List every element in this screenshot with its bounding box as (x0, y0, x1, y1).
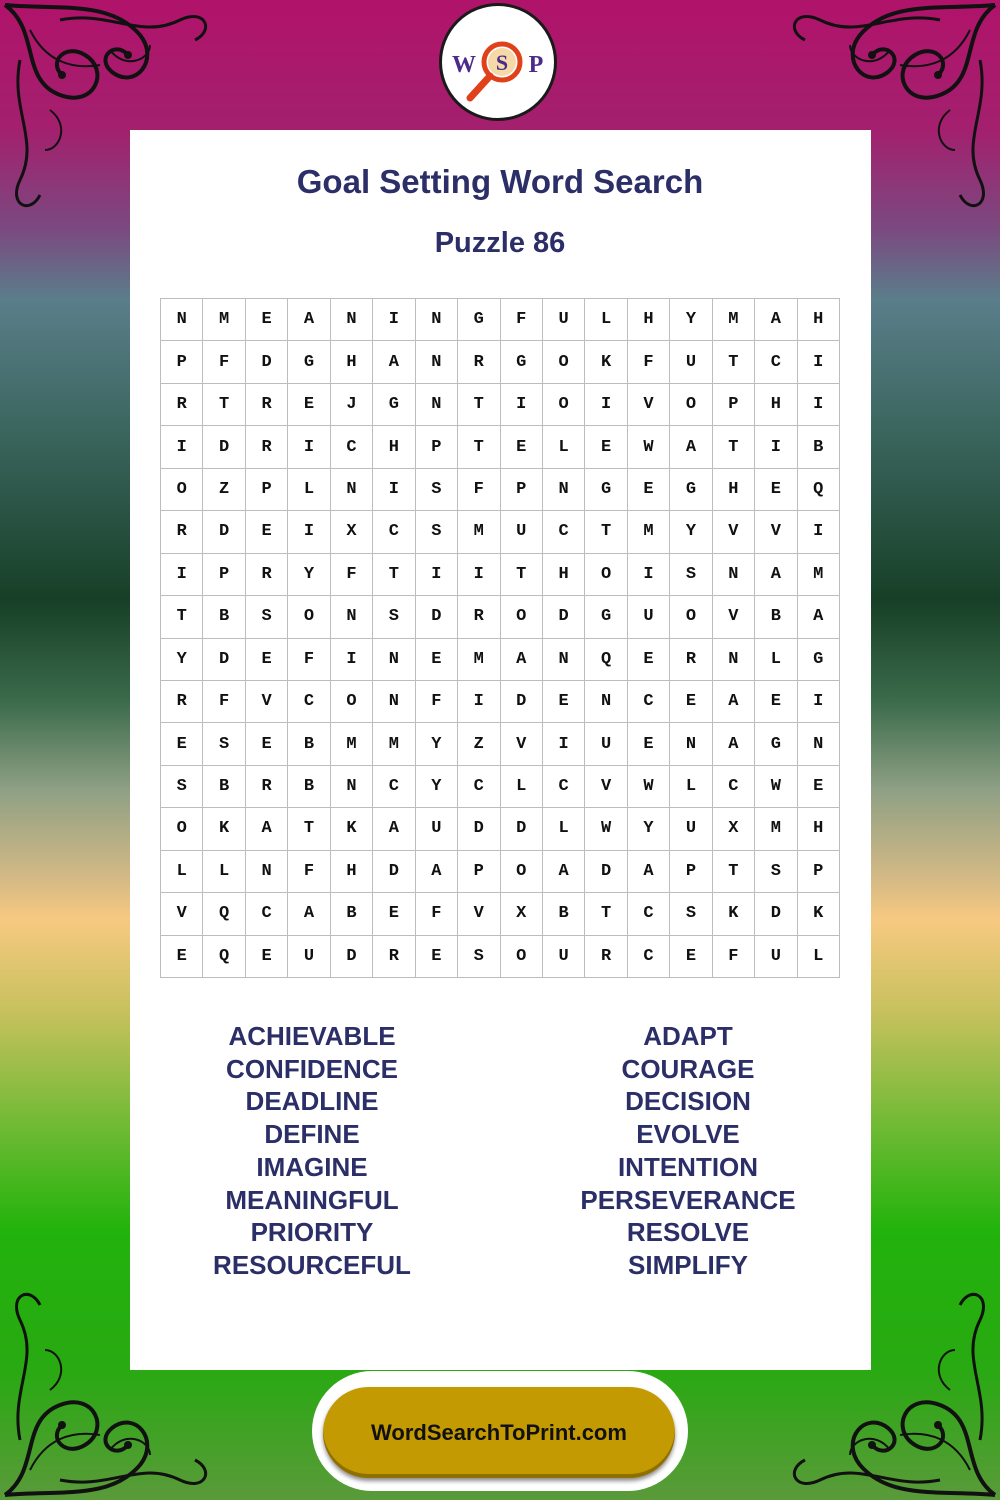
grid-cell: A (670, 426, 712, 468)
grid-cell: E (161, 936, 203, 978)
grid-cell: E (501, 426, 543, 468)
grid-cell: E (670, 681, 712, 723)
grid-cell: D (458, 808, 500, 850)
grid-cell: P (246, 469, 288, 511)
grid-cell: V (246, 681, 288, 723)
grid-cell: D (246, 341, 288, 383)
grid-cell: L (203, 851, 245, 893)
grid-cell: U (416, 808, 458, 850)
logo-letter-p: P (528, 52, 544, 78)
grid-cell: B (331, 893, 373, 935)
word-list-item: EVOLVE (636, 1119, 740, 1150)
grid-cell: U (501, 511, 543, 553)
grid-cell: H (755, 384, 797, 426)
grid-cell: E (755, 681, 797, 723)
grid-cell: N (713, 639, 755, 681)
page-title: Goal Setting Word Search (296, 163, 704, 200)
grid-cell: A (543, 851, 585, 893)
grid-cell: C (458, 766, 500, 808)
grid-cell: E (246, 511, 288, 553)
grid-cell: N (161, 299, 203, 341)
grid-cell: H (628, 299, 670, 341)
grid-cell: T (501, 554, 543, 596)
grid-cell: I (755, 426, 797, 468)
grid-cell: D (755, 893, 797, 935)
grid-cell: I (628, 554, 670, 596)
grid-cell: S (246, 596, 288, 638)
grid-cell: A (501, 639, 543, 681)
grid-cell: T (373, 554, 415, 596)
grid-cell: I (798, 511, 840, 553)
grid-cell: W (585, 808, 627, 850)
grid-cell: H (798, 808, 840, 850)
grid-cell: G (458, 299, 500, 341)
grid-cell: A (373, 341, 415, 383)
word-list-item: DEADLINE (245, 1086, 379, 1117)
word-list-item: PRIORITY (250, 1217, 374, 1248)
grid-cell: N (246, 851, 288, 893)
grid-cell: I (373, 299, 415, 341)
grid-cell: I (543, 723, 585, 765)
grid-cell: F (458, 469, 500, 511)
grid-cell: Y (670, 299, 712, 341)
grid-cell: L (798, 936, 840, 978)
grid-cell: D (331, 936, 373, 978)
grid-cell: A (798, 596, 840, 638)
grid-cell: P (416, 426, 458, 468)
grid-cell: M (798, 554, 840, 596)
grid-cell: T (288, 808, 330, 850)
grid-cell: V (501, 723, 543, 765)
grid-cell: H (331, 851, 373, 893)
word-list-item: COURAGE (621, 1053, 755, 1084)
grid-cell: E (416, 639, 458, 681)
grid-cell: E (246, 299, 288, 341)
puzzle-number: Puzzle 86 (434, 227, 566, 259)
grid-cell: H (798, 299, 840, 341)
word-list-item: RESOURCEFUL (213, 1249, 411, 1280)
grid-cell: V (458, 893, 500, 935)
word-list-right (528, 1020, 848, 1282)
grid-cell: S (458, 936, 500, 978)
grid-cell: D (416, 596, 458, 638)
grid-cell: F (416, 893, 458, 935)
grid-cell: N (543, 639, 585, 681)
grid-cell: R (246, 554, 288, 596)
grid-cell: I (373, 469, 415, 511)
grid-cell: I (416, 554, 458, 596)
grid-cell: V (713, 596, 755, 638)
grid-cell: W (628, 766, 670, 808)
grid-cell: U (670, 808, 712, 850)
grid-cell: Y (670, 511, 712, 553)
grid-cell: F (331, 554, 373, 596)
logo-letter-w: W (452, 52, 476, 78)
grid-cell: Q (798, 469, 840, 511)
grid-cell: Z (458, 723, 500, 765)
grid-cell: Y (161, 639, 203, 681)
grid-cell: A (288, 893, 330, 935)
word-list-left (152, 1020, 472, 1282)
grid-cell: K (585, 341, 627, 383)
grid-cell: O (670, 596, 712, 638)
grid-cell: H (373, 426, 415, 468)
grid-cell: Y (416, 766, 458, 808)
grid-cell: E (288, 384, 330, 426)
grid-cell: D (543, 596, 585, 638)
grid-cell: A (288, 299, 330, 341)
grid-cell: C (288, 681, 330, 723)
grid-cell: R (585, 936, 627, 978)
grid-cell: R (161, 384, 203, 426)
grid-cell: S (416, 511, 458, 553)
grid-cell: V (628, 384, 670, 426)
grid-cell: M (628, 511, 670, 553)
grid-cell: E (543, 681, 585, 723)
grid-cell: P (713, 384, 755, 426)
grid-cell: B (288, 766, 330, 808)
word-list-item: MEANINGFUL (225, 1184, 399, 1215)
grid-cell: G (670, 469, 712, 511)
grid-cell: L (585, 299, 627, 341)
grid-cell: T (585, 511, 627, 553)
logo-letter-s: S (495, 50, 509, 75)
grid-cell: P (501, 469, 543, 511)
grid-cell: C (543, 511, 585, 553)
grid-cell: K (798, 893, 840, 935)
grid-cell: C (628, 893, 670, 935)
grid-cell: L (543, 808, 585, 850)
grid-cell: B (203, 596, 245, 638)
grid-cell: G (755, 723, 797, 765)
grid-cell: P (203, 554, 245, 596)
grid-cell: E (246, 723, 288, 765)
grid-cell: D (203, 639, 245, 681)
grid-cell: E (373, 893, 415, 935)
grid-cell: O (501, 596, 543, 638)
grid-cell: U (585, 723, 627, 765)
grid-cell: C (331, 426, 373, 468)
grid-cell: A (755, 554, 797, 596)
grid-cell: I (288, 426, 330, 468)
grid-cell: M (331, 723, 373, 765)
grid-cell: I (161, 554, 203, 596)
grid-cell: N (585, 681, 627, 723)
grid-cell: D (501, 808, 543, 850)
grid-cell: B (288, 723, 330, 765)
grid-cell: N (331, 766, 373, 808)
grid-cell: M (755, 808, 797, 850)
word-list-item: PERSEVERANCE (580, 1184, 796, 1215)
grid-cell: N (798, 723, 840, 765)
grid-cell: E (161, 723, 203, 765)
grid-cell: C (755, 341, 797, 383)
grid-cell: N (543, 469, 585, 511)
grid-cell: T (713, 426, 755, 468)
grid-cell: Q (203, 893, 245, 935)
grid-cell: S (755, 851, 797, 893)
grid-cell: E (416, 936, 458, 978)
grid-cell: A (713, 681, 755, 723)
grid-cell: P (458, 851, 500, 893)
grid-cell: W (628, 426, 670, 468)
grid-cell: F (288, 639, 330, 681)
grid-cell: I (585, 384, 627, 426)
grid-cell: C (246, 893, 288, 935)
grid-cell: C (543, 766, 585, 808)
grid-cell: F (203, 341, 245, 383)
grid-cell: N (416, 384, 458, 426)
grid-cell: P (798, 851, 840, 893)
grid-cell: E (628, 469, 670, 511)
grid-cell: R (246, 384, 288, 426)
grid-cell: L (288, 469, 330, 511)
grid-cell: Y (628, 808, 670, 850)
grid-cell: C (628, 681, 670, 723)
grid-cell: J (331, 384, 373, 426)
grid-cell: H (331, 341, 373, 383)
grid-cell: I (501, 384, 543, 426)
grid-cell: H (543, 554, 585, 596)
grid-cell: R (458, 596, 500, 638)
word-list-item: CONFIDENCE (226, 1053, 398, 1084)
grid-cell: Y (416, 723, 458, 765)
grid-cell: K (203, 808, 245, 850)
grid-cell: I (331, 639, 373, 681)
grid-cell: I (798, 384, 840, 426)
grid-cell: Q (585, 639, 627, 681)
grid-cell: E (755, 469, 797, 511)
grid-cell: O (670, 384, 712, 426)
grid-cell: O (161, 808, 203, 850)
grid-cell: R (458, 341, 500, 383)
grid-cell: P (670, 851, 712, 893)
grid-cell: G (288, 341, 330, 383)
grid-cell: S (161, 766, 203, 808)
grid-cell: P (161, 341, 203, 383)
grid-cell: G (501, 341, 543, 383)
grid-cell: E (670, 936, 712, 978)
grid-cell: F (288, 851, 330, 893)
grid-cell: D (501, 681, 543, 723)
grid-cell: V (161, 893, 203, 935)
grid-cell: E (585, 426, 627, 468)
grid-cell: M (458, 639, 500, 681)
grid-cell: X (501, 893, 543, 935)
grid-cell: O (501, 851, 543, 893)
grid-cell: L (755, 639, 797, 681)
grid-cell: N (331, 299, 373, 341)
grid-cell: F (713, 936, 755, 978)
grid-cell: Y (288, 554, 330, 596)
grid-cell: T (585, 893, 627, 935)
grid-cell: R (161, 511, 203, 553)
grid-cell: V (585, 766, 627, 808)
grid-cell: A (246, 808, 288, 850)
grid-cell: T (203, 384, 245, 426)
grid-cell: T (458, 384, 500, 426)
grid-cell: Z (203, 469, 245, 511)
grid-cell: B (798, 426, 840, 468)
grid-cell: A (755, 299, 797, 341)
word-list-item: IMAGINE (256, 1151, 368, 1182)
grid-cell: U (670, 341, 712, 383)
grid-cell: U (628, 596, 670, 638)
grid-cell: R (246, 426, 288, 468)
grid-cell: E (246, 639, 288, 681)
grid-cell: N (670, 723, 712, 765)
grid-cell: X (713, 808, 755, 850)
grid-cell: M (373, 723, 415, 765)
grid-cell: I (798, 341, 840, 383)
grid-cell: B (755, 596, 797, 638)
grid-cell: M (203, 299, 245, 341)
grid-cell: K (331, 808, 373, 850)
grid-cell: G (585, 596, 627, 638)
grid-cell: F (501, 299, 543, 341)
grid-cell: O (543, 384, 585, 426)
grid-cell: V (755, 511, 797, 553)
grid-cell: I (458, 681, 500, 723)
word-list-item: INTENTION (617, 1151, 759, 1182)
grid-cell: T (713, 341, 755, 383)
grid-cell: F (203, 681, 245, 723)
grid-cell: B (543, 893, 585, 935)
word-list-item: ACHIEVABLE (228, 1021, 396, 1051)
grid-cell: C (373, 511, 415, 553)
grid-cell: I (798, 681, 840, 723)
word-list-item: DEFINE (264, 1119, 360, 1150)
logo[interactable] (439, 3, 557, 121)
grid-cell: U (543, 299, 585, 341)
grid-cell: E (798, 766, 840, 808)
grid-cell: D (203, 511, 245, 553)
word-list-item: ADAPT (643, 1021, 733, 1051)
grid-cell: L (670, 766, 712, 808)
grid-cell: G (585, 469, 627, 511)
grid-cell: E (628, 639, 670, 681)
grid-cell: G (798, 639, 840, 681)
grid-cell: S (416, 469, 458, 511)
grid-cell: D (585, 851, 627, 893)
grid-cell: M (713, 299, 755, 341)
grid-cell: O (585, 554, 627, 596)
grid-cell: S (670, 893, 712, 935)
grid-cell: D (203, 426, 245, 468)
grid-cell: V (713, 511, 755, 553)
grid-cell: O (161, 469, 203, 511)
grid-cell: E (246, 936, 288, 978)
grid-cell: D (373, 851, 415, 893)
grid-cell: A (373, 808, 415, 850)
grid-cell: F (628, 341, 670, 383)
grid-cell: S (373, 596, 415, 638)
grid-cell: C (373, 766, 415, 808)
grid-cell: A (416, 851, 458, 893)
grid-cell: L (543, 426, 585, 468)
grid-cell: U (543, 936, 585, 978)
word-list-item: DECISION (625, 1086, 751, 1117)
grid-cell: I (161, 426, 203, 468)
grid-cell: R (161, 681, 203, 723)
grid-cell: I (458, 554, 500, 596)
grid-cell: Q (203, 936, 245, 978)
grid-cell: C (713, 766, 755, 808)
grid-cell: N (373, 639, 415, 681)
grid-cell: A (628, 851, 670, 893)
grid-cell: S (203, 723, 245, 765)
grid-cell: I (288, 511, 330, 553)
grid-cell: F (416, 681, 458, 723)
grid-cell: N (416, 299, 458, 341)
grid-cell: O (543, 341, 585, 383)
grid-cell: B (203, 766, 245, 808)
grid-cell: T (713, 851, 755, 893)
grid-cell: N (331, 596, 373, 638)
grid-cell: T (458, 426, 500, 468)
grid-cell: O (501, 936, 543, 978)
grid-cell: N (713, 554, 755, 596)
grid-cell: U (288, 936, 330, 978)
grid-cell: K (713, 893, 755, 935)
grid-cell: S (670, 554, 712, 596)
grid-cell: R (246, 766, 288, 808)
grid-cell: O (288, 596, 330, 638)
grid-cell: N (373, 681, 415, 723)
grid-cell: C (628, 936, 670, 978)
grid-cell: L (501, 766, 543, 808)
grid-cell: N (416, 341, 458, 383)
word-list-item: RESOLVE (626, 1217, 750, 1248)
grid-cell: M (458, 511, 500, 553)
grid-cell: R (373, 936, 415, 978)
grid-cell: E (628, 723, 670, 765)
word-list-item: SIMPLIFY (628, 1249, 748, 1280)
website-link-button[interactable]: WordSearchToPrint.com (323, 1387, 675, 1478)
grid-cell: O (331, 681, 373, 723)
grid-cell: W (755, 766, 797, 808)
grid-cell: U (755, 936, 797, 978)
grid-cell: H (713, 469, 755, 511)
grid-cell: R (670, 639, 712, 681)
grid-cell: T (161, 596, 203, 638)
grid-cell: N (331, 469, 373, 511)
grid-cell: G (373, 384, 415, 426)
grid-cell: A (713, 723, 755, 765)
grid-cell: L (161, 851, 203, 893)
letter-grid (160, 298, 840, 978)
grid-cell: X (331, 511, 373, 553)
